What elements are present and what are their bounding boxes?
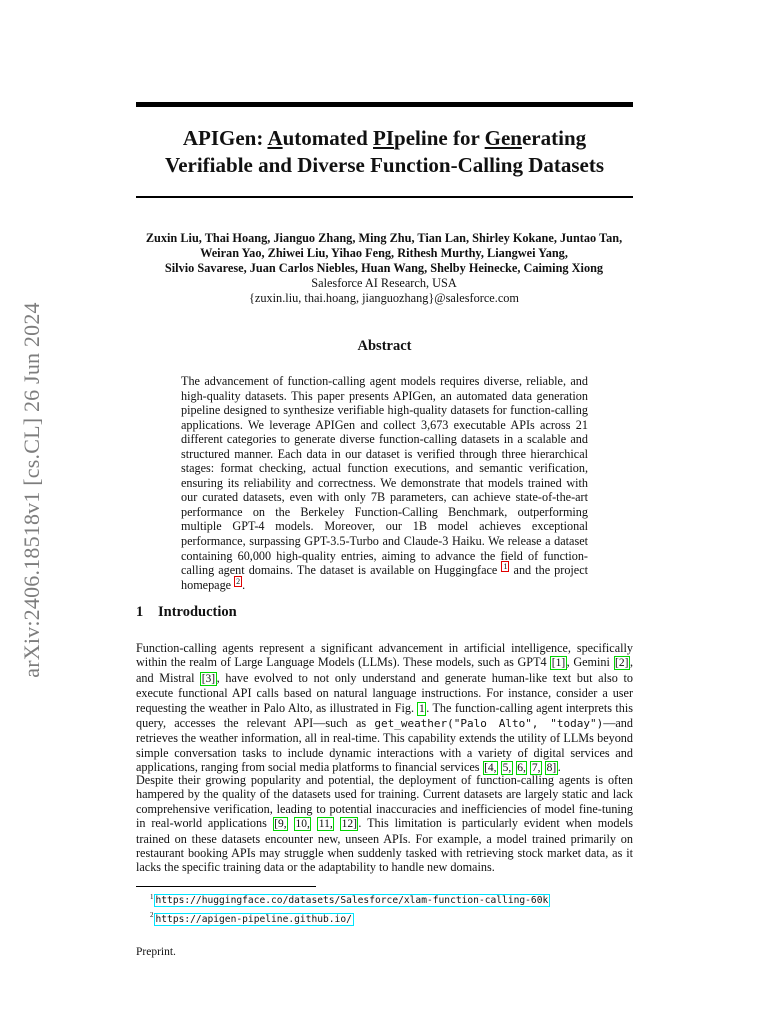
figure-link[interactable]: 1 [418, 702, 425, 715]
author-block [128, 231, 640, 306]
section-title: Introduction [158, 604, 237, 620]
section-number: 1 [136, 604, 144, 620]
footnote-2 [150, 908, 630, 926]
title-part: erating [521, 126, 587, 150]
arxiv-stamp-text: arXiv:2406.18518v1 [cs.CL] 26 Jun 2024 [19, 302, 44, 678]
footnotes [150, 890, 630, 927]
footnote-mark: 2 [150, 911, 154, 920]
title-line-2: Verifiable and Diverse Function-Calling Datasets [164, 153, 605, 177]
arxiv-stamp [17, 280, 47, 700]
affiliation: Salesforce AI Research, USA [311, 276, 457, 290]
citation-link[interactable]: [4, [484, 762, 497, 775]
abstract-heading: Abstract [357, 338, 412, 354]
title-top-rule [136, 102, 633, 107]
citation-link[interactable]: 11, [318, 818, 333, 831]
citation-link[interactable]: [2] [615, 657, 629, 670]
author-emails: {zuxin.liu, thai.hoang, jianguozhang}@salesforce.com [248, 291, 519, 305]
footnote-rule [136, 886, 316, 887]
body-text: , have evolved to not only understand and generate human-like text but also to execute functional API calls based on natural language instructions. For instance, consider a user requesting the weather in Palo Alto, as illustrated in Fig. [136, 670, 633, 715]
author-names-line-1: Zuxin Liu, Thai Hoang, Jianguo Zhang, Ming Zhu, Tian Lan, Shirley Kokane, Juntao Tan, [145, 231, 623, 245]
citation-link[interactable]: 12] [341, 818, 357, 831]
citation-link[interactable]: 6, [517, 762, 526, 775]
title-line-1 [136, 125, 633, 152]
paper-title [136, 125, 633, 179]
footnote-1 [150, 890, 630, 908]
body-text: , and Mistral [136, 655, 633, 685]
author-names-line-3: Silvio Savarese, Juan Carlos Niebles, Huan Wang, Shelby Heinecke, Caiming Xiong [164, 261, 604, 275]
title-underlined-part: A [267, 126, 283, 150]
citation-link[interactable]: 10, [295, 818, 310, 831]
body-text: . This limitation is particularly evident when models trained on these datasets encounter new, unseen APIs. For example, a model trained primarily on restaurant booking APIs may struggle when suddenly tasked with retrieving stock market data, as it lacks the specific training data or the adaptability to handle new domains. [136, 816, 634, 875]
footnote-ref-2[interactable]: 2 [236, 576, 241, 586]
body-text: , Gemini [566, 655, 614, 670]
citation-link[interactable]: [1] [551, 657, 566, 670]
citation-link[interactable]: 8] [546, 762, 557, 775]
footnote-url-huggingface[interactable]: https://huggingface.co/datasets/Salesforce/xlam-function-calling-60k [155, 895, 549, 907]
abstract-body: and the project homepage [181, 563, 589, 592]
inline-code: get_weather("Palo Alto", "today") [374, 717, 604, 731]
title-underlined-part: Gen [484, 126, 522, 150]
citation-link[interactable]: [3] [201, 672, 216, 685]
footnote-ref-1[interactable]: 1 [503, 562, 508, 572]
title-bottom-rule [136, 196, 633, 198]
abstract-body: The advancement of function-calling agent models requires diverse, reliable, and high-quality datasets. This paper presents APIGen, an automated data generation pipeline designed to synthesize verifiable high-quality datasets for function-calling applications. We leverage APIGen and collect 3,673 executable APIs across 21 different categories to generate diverse function-calling datasets in a scalable and structured manner. Each data in our dataset is verified through three hierarchical stages: format checking, actual function executions, and semantic verification, ensuring its reliability and correctness. We demonstrate that models trained with our curated datasets, even with only 7B parameters, can achieve state-of-the-art performance on the Berkeley Function-Calling Benchmark, outperforming multiple GPT-4 models. Moreover, our 1B model achieves exceptional performance, surpassing GPT-3.5-Turbo and Claude-3 Haiku. We release a dataset containing 60,000 high-quality entries, aiming to advance the field of function-calling agent domains. The dataset is available on Huggingface [181, 374, 588, 578]
citation-link[interactable]: 7, [531, 762, 541, 775]
body-text: —and retrieves the weather information, all in real-time. This capability extends the utility of LLMs beyond simple conversation tasks to include dynamic interactions with a variety of digital services and applications, ranging from social media platforms to financial services [136, 716, 633, 775]
title-underlined-part: PI [373, 126, 395, 150]
section-heading-introduction [136, 604, 633, 621]
preprint-footer: Preprint. [136, 946, 176, 958]
intro-paragraph-2 [136, 773, 633, 875]
body-text: . [557, 760, 561, 775]
citation-link[interactable]: [9, [274, 818, 287, 831]
footnote-mark: 1 [150, 893, 154, 901]
footnote-url-homepage[interactable]: https://apigen-pipeline.github.io/ [155, 913, 352, 925]
abstract-text [181, 374, 588, 592]
title-part: APIGen: [182, 126, 268, 150]
abstract-body: . [242, 577, 246, 592]
citation-link[interactable]: 5, [502, 762, 512, 775]
body-text: Function-calling agents represent a significant advancement in artificial intelligence, specifically within the realm of Large Language Models (LLMs). These models, such as GPT4 [136, 641, 633, 670]
body-text: Despite their growing popularity and potential, the deployment of function-calling agents is often hampered by the quality of the datasets used for training. Current datasets are largely static and lack comprehensive verification, leading to potential inaccuracies and inefficiencies of model fine-tuning in real-world applications [136, 773, 633, 831]
body-text: . The function-calling agent interprets this query, accesses the relevant API—such as [136, 700, 633, 731]
author-names-line-2: Weiran Yao, Zhiwei Liu, Yihao Feng, Rithesh Murthy, Liangwei Yang, [200, 246, 568, 260]
title-part: utomated [282, 126, 374, 150]
intro-paragraph-1 [136, 641, 633, 776]
title-part: peline for [394, 126, 485, 150]
